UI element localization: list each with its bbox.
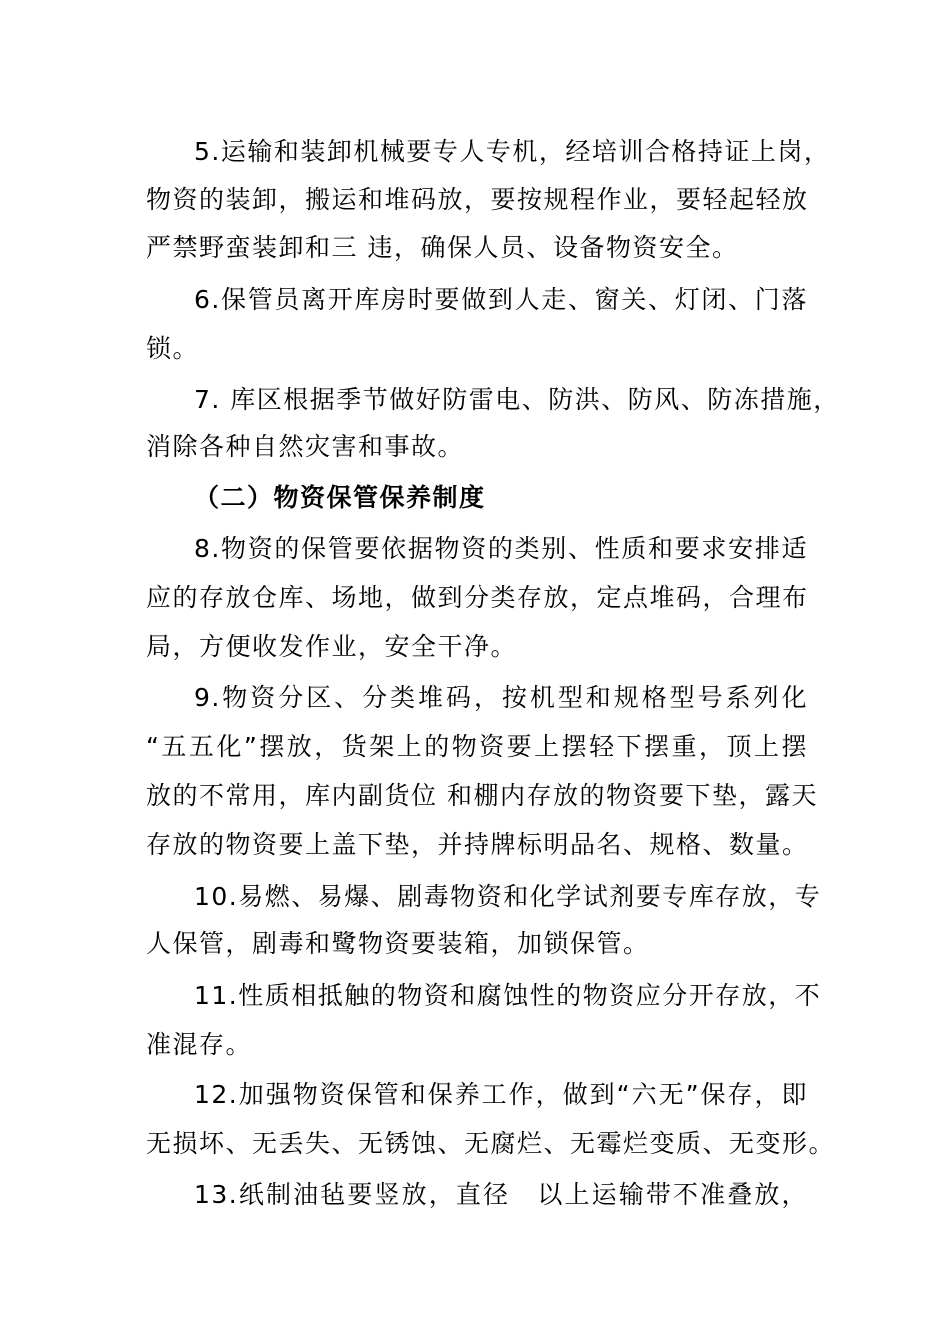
- text-line: 人保管，剧毒和鹭物资要装箱，加锁保管。: [146, 929, 650, 958]
- text-line: 13.纸制油毡要竖放，直径 以上运输带不准叠放，: [194, 1180, 808, 1209]
- text-line: 11.性质相抵触的物资和腐蚀性的物资应分开存放，不: [194, 981, 822, 1010]
- text-line: 物资的装卸，搬运和堆码放，要按规程作业，要轻起轻放: [146, 185, 809, 214]
- text-line: 6.保管员离开库房时要做到人走、窗关、灯闭、门落: [194, 285, 808, 314]
- text-line: “五五化”摆放，货架上的物资要上摆轻下摆重，顶上摆: [146, 732, 808, 761]
- text-line: 应的存放仓库、场地，做到分类存放，定点堆码，合理布: [146, 583, 809, 612]
- section-heading: （二）物资保管保养制度: [194, 483, 486, 512]
- text-line: 准混存。: [146, 1030, 253, 1059]
- text-line: 无损坏、无丢失、无锈蚀、无腐烂、无霉烂变质、无变形。: [146, 1129, 836, 1158]
- text-line: 10.易燃、易爆、剧毒物资和化学试剂要专库存放，专: [194, 882, 822, 911]
- text-line: 5.运输和装卸机械要专人专机，经培训合格持证上岗，: [194, 137, 831, 166]
- text-line: 严禁野蛮装卸和三 违，确保人员、设备物资安全。: [146, 233, 739, 262]
- text-line: 锁。: [146, 334, 200, 363]
- text-line: 9.物资分区、分类堆码，按机型和规格型号系列化: [194, 683, 808, 712]
- text-line: 消除各种自然灾害和事故。: [146, 432, 465, 461]
- text-line: 7. 库区根据季节做好防雷电、防洪、防风、防冻措施，: [194, 385, 840, 414]
- text-line: 8.物资的保管要依据物资的类别、性质和要求安排适: [194, 534, 808, 563]
- text-line: 放的不常用，库内副货位 和棚内存放的物资要下垫，露天: [146, 781, 818, 810]
- text-line: 存放的物资要上盖下垫，并持牌标明品名、规格、数量。: [146, 830, 809, 859]
- text-line: 12.加强物资保管和保养工作，做到“六无”保存，即: [194, 1080, 808, 1109]
- text-line: 局，方便收发作业，安全干净。: [146, 632, 518, 661]
